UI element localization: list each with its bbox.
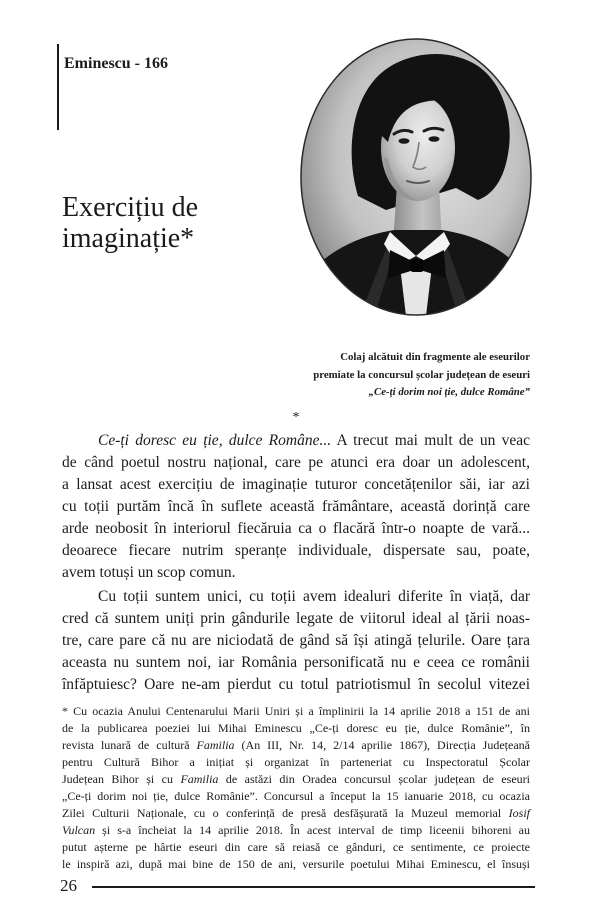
footnote-line: „Ce-ți dorim noi ție, dulce Românie”. Concursul a început la 15 ianuarie 2018, cu ocazia — [62, 789, 530, 803]
header-vertical-rule — [57, 44, 59, 130]
caption-line: „Ce-ți dorim noi ție, dulce Române” — [368, 386, 530, 398]
text-line: cu toții purtăm încă în suflete această frământare, această dorință care — [62, 498, 530, 515]
text-line: avem totuși un scop comun. — [62, 564, 236, 581]
text-run: Zilei Culturii Naționale, cu o conferință de presă desfășurată la Muzeul memorial — [62, 806, 509, 820]
text-line: de când poetul nostru național, care pe atunci era doar un adolescent, — [62, 454, 530, 471]
section-label: Eminescu - 166 — [64, 55, 168, 72]
footnote — [62, 703, 530, 873]
body-paragraph — [62, 430, 530, 584]
footnote-line — [62, 737, 530, 754]
text-line: tre, care pare că nu are niciodată de gând să își atingă țelurile. Oare țara — [62, 632, 530, 649]
footnote-line: putut așterne pe hârtie eseuri din care să reiasă ce gânduri, ce sentimente, ce proiecte — [62, 840, 530, 854]
footnote-line: de la publicarea poeziei lui Mihai Eminescu „Ce-ți doresc eu ție, dulce Românie”, în — [62, 721, 530, 735]
italic-run: Ce-ți doresc eu ție, dulce Române... — [98, 432, 332, 449]
body-paragraph — [62, 586, 530, 696]
text-line: arde neobosit în interiorul fiecăruia ca o flacără într-o noapte de vară... — [62, 520, 530, 537]
footnote-line: le inspiră azi, după mai bine de 150 de ani, versurile poetului Mihai Eminescu, el însuși — [62, 857, 530, 871]
asterisk-separator: * — [292, 410, 300, 425]
text-run: Județean Bihor și cu — [62, 772, 181, 786]
footnote-line — [62, 805, 530, 822]
footnote-line: * Cu ocazia Anului Centenarului Marii Uniri și a împlinirii la 14 aprilie 2018 a 151 de ani — [62, 704, 530, 718]
text-run: și s-a încheiat la 14 aprilie 2018. În acest interval de timp liceenii bihoreni au — [95, 823, 530, 837]
text-line: a lansat acest exercițiu de imaginație tuturor concetățenilor săi, iar azi — [62, 476, 530, 493]
portrait-photo — [300, 38, 532, 316]
article-title — [62, 192, 198, 254]
text-line: înfăptuiesc? Oare ne-am pierdut cu totul patriotismul în secolul vitezei — [62, 676, 530, 693]
text-run: (An III, Nr. 14, 2/14 aprilie 1867), Direcția Județeană — [234, 738, 530, 752]
text-run: revista lunară de cultură — [62, 738, 197, 752]
text-line — [62, 430, 530, 452]
text-run: de astăzi din Oradea concursul școlar județean de eseuri — [218, 772, 530, 786]
italic-run: Iosif — [508, 806, 530, 820]
footnote-line — [62, 771, 530, 788]
text-line: Cu toții suntem unici, cu toții avem idealuri diferite în viață, dar — [98, 588, 530, 605]
caption-line: Colaj alcătuit din fragmente ale eseurilor — [340, 351, 530, 363]
text-line: cred că suntem uniți prin gândurile legate de viitorul ideal al țării noas- — [62, 610, 530, 627]
italic-run: Familia — [180, 772, 219, 786]
italic-run: Familia — [196, 738, 235, 752]
article-body — [62, 430, 530, 696]
text-line: aceasta nu suntem noi, iar România personificată nu e ceea ce românii — [62, 654, 530, 671]
italic-run: Vulcan — [62, 823, 96, 837]
caption-line: premiate la concursul școlar județean de eseuri — [313, 368, 530, 381]
footnote-line: pentru Cultură Bihor a inițiat și organizat în parteneriat cu Inspectoratul Școlar — [62, 755, 530, 769]
text-line: deoarece fiecare nutrim speranțe individuale, dispersate sau, poate, — [62, 542, 530, 559]
photo-caption — [210, 349, 530, 402]
title-line: imaginație* — [62, 223, 195, 254]
title-line: Exercițiu de — [62, 192, 199, 223]
footnote-line — [62, 822, 530, 839]
page-number: 26 — [60, 876, 77, 895]
text-run: A trecut mai mult de un veac — [331, 432, 530, 449]
footer-rule — [92, 886, 535, 888]
